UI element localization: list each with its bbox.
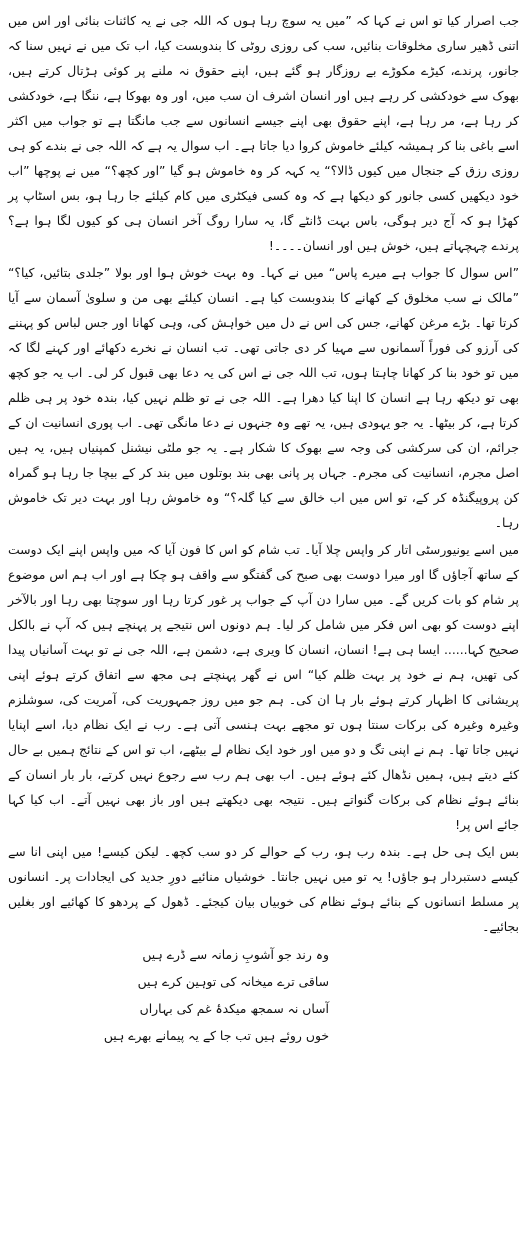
poem-verse: خوں روئے ہیں تب جا کے یہ پیمانے بھرے ہیں	[103, 1028, 329, 1043]
article-paragraph: جب اصرار کیا تو اس نے کہا کہ ”میں یہ سوچ رہا ہوں کہ اللہ جی نے یہ کائنات بنائی اور اس میں اتنی ڈھیر ساری مخلوقات بنائیں، سب کی روزی روٹی کا بندوبست کیا، اب تک میں نے نہیں سنا کہ جانور، پرندے، کیڑے مکوڑے بے روزگار ہو گئے ہیں، اپنے حقوق نہ ملنے پر کوئی ہڑتال کرتے ہیں، بھوک سے خودکشی کر رہے ہیں اور انسان اشرف ان سب میں، اور وہ بھوکا ہے، ننگا ہے، خودکشی کر رہا ہے، مر رہا ہے، اپنے حقوق بھی اپنے جیسے انسانوں سے جب مانگتا ہے تو جواب میں اکثر اسے باغی بنا کر ہمیشہ کیلئے خاموش کروا دیا جاتا ہے۔ اب سوال یہ ہے کہ اللہ جی نے بندے کو ہی روزی رزق کے جنجال میں کیوں ڈالا؟“ یہ کہہ کر وہ خاموش ہو گیا ”اور کچھ؟“ میں نے پوچھا ”اب خود دیکھیں کسی جانور کو دیکھا ہے کہ وہ کسی فیکٹری میں کام کیلئے جا رہا ہو، بس اسٹاپ پر کھڑا ہو کہ آج دیر ہوگی، باس بہت ڈانٹے گا، یہ سارا روگ آخر انسان ہی کو کیوں لگا ہوا ہے؟ پرندے چہچہاتے ہیں، خوش ہیں اور انسان۔۔۔۔!	[8, 13, 519, 253]
poem-block	[8, 941, 519, 1049]
article-paragraph: بس ایک ہی حل ہے۔ بندہ رب ہو، رب کے حوالے کر دو سب کچھ۔ لیکن کیسے! میں اپنی انا سے کیسے دستبردار ہو جاؤں! یہ تو میں نہیں جانتا۔ خوشیاں منائیے دورِ جدید کی ایجادات پر۔ انسانوں پر مسلط انسانوں کے بنائے ہوئے نظام کی خوبیاں بیان کیجئے۔ ڈھول کے پردھو کا کھائیے اور بغلیں بجائیے۔	[8, 844, 519, 934]
article-paragraph: ”اس سوال کا جواب ہے میرے پاس“ میں نے کہا۔ وہ بہت خوش ہوا اور بولا ”جلدی بتائیں، کیا؟“ ”مالک نے سب مخلوق کے کھانے کا بندوبست کیا ہے۔ انسان کیلئے بھی من و سلویٰ آسمان سے آیا کرتا تھا۔ بڑے مرغن کھانے، جس کی اس نے دل میں خواہش کی، وہی کھانا اور جس لباس کو پہننے کی آرزو کی فوراً آسمانوں سے مہیا کر دی جاتی تھی۔ تب انسان نے نخرے دکھائے اور کہنے لگا کہ میں تو خود بنا کر کھانا چاہتا ہوں، تب اللہ جی نے اس کی یہ دعا بھی قبول کر لی۔ اب یہ جو کچھ بھی تو دیکھ رہا ہے انسان کا اپنا کیا دھرا ہے۔ اللہ جی نے تو ظلم نہیں کیا، بندہ خود پر ہی ظلم کرتا ہے، کر بیٹھا۔ یہ جو یہودی ہیں، یہ تھے وہ جنہوں نے دعا مانگی تھی۔ اب پوری انسانیت ان کے جرائم، ان کی سرکشی کی وجہ سے بھوک کا شکار ہے۔ یہ جو ملٹی نیشنل کمپنیاں ہیں، یہ ہیں اصل مجرم، انسانیت کی مجرم۔ جہاں پر پانی بھی بند بوتلوں میں بند کر کے بیچا جا رہا ہو گمراہ کن پروپیگنڈہ کر کے، تو اس میں اب خالق سے کیا گلہ؟“ وہ خاموش رہا اور بہت دیر تک خاموش رہا۔	[8, 265, 519, 530]
article-paragraph: میں اسے یونیورسٹی اتار کر واپس چلا آیا۔ تب شام کو اس کا فون آیا کہ میں واپس اپنے ایک دوست کے ساتھ آجاؤں گا اور میرا دوست بھی صبح کی گفتگو سے واقف ہو چکا ہے اور اب ہم اس موضوع پر شام کو بات کریں گے۔ میں سارا دن آپ کے جواب پر غور کرتا رہا اور سوچتا بھی رہا اور بالآخر اپنے دوست کو بھی اس فکر میں شامل کر لیا۔ ہم دونوں اس نتیجے پر پہنچے ہیں کہ آپ نے بالکل صحیح کہا...... ایسا ہی ہے! انسان، انسان کا ویری ہے، دشمن ہے، اللہ جی نے تو بہت آسانیاں پیدا کی تھیں، ہم نے خود پر بہت ظلم کیا“ اس نے گھر پہنچتے ہی مجھ سے اتفاق کرتے ہوئے اپنی پریشانی کا اظہار کرتے ہوئے بار ہا ان کی۔ ہم جو میں روز جمہوریت کی، آمریت کی، سوشلزم وغیرہ وغیرہ کی برکات سنتا ہوں تو مجھے بہت ہنسی آتی ہے۔ رب نے ایک نظام دیا، اسے اپنایا نہیں جاتا تھا۔ ہم نے اپنی تگ و دو میں اور خود ایک نظام لے بیٹھے، اب تو اس کے نتائج ہمیں بے حال کئے دیتے ہیں، ہمیں نڈھال کئے ہوئے ہیں۔ اب بھی ہم رب سے رجوع نہیں کرتے، بار بار انسان کے بنائے ہوئے نظام کی برکات گنواتے ہیں۔ نتیجہ بھی دیکھتے ہیں اور باز بھی نہیں آتے۔ اب کیا کہا جائے اس پر!	[8, 542, 519, 832]
poem-verse: وہ رند جو آشوبِ زمانہ سے ڈرے ہیں	[142, 947, 329, 962]
poem-verse: ساقی ترے میخانہ کی توہین کرے ہیں	[137, 974, 329, 989]
poem-verse: آساں نہ سمجھ میکدۂ غم کی بہاراں	[139, 1001, 329, 1016]
